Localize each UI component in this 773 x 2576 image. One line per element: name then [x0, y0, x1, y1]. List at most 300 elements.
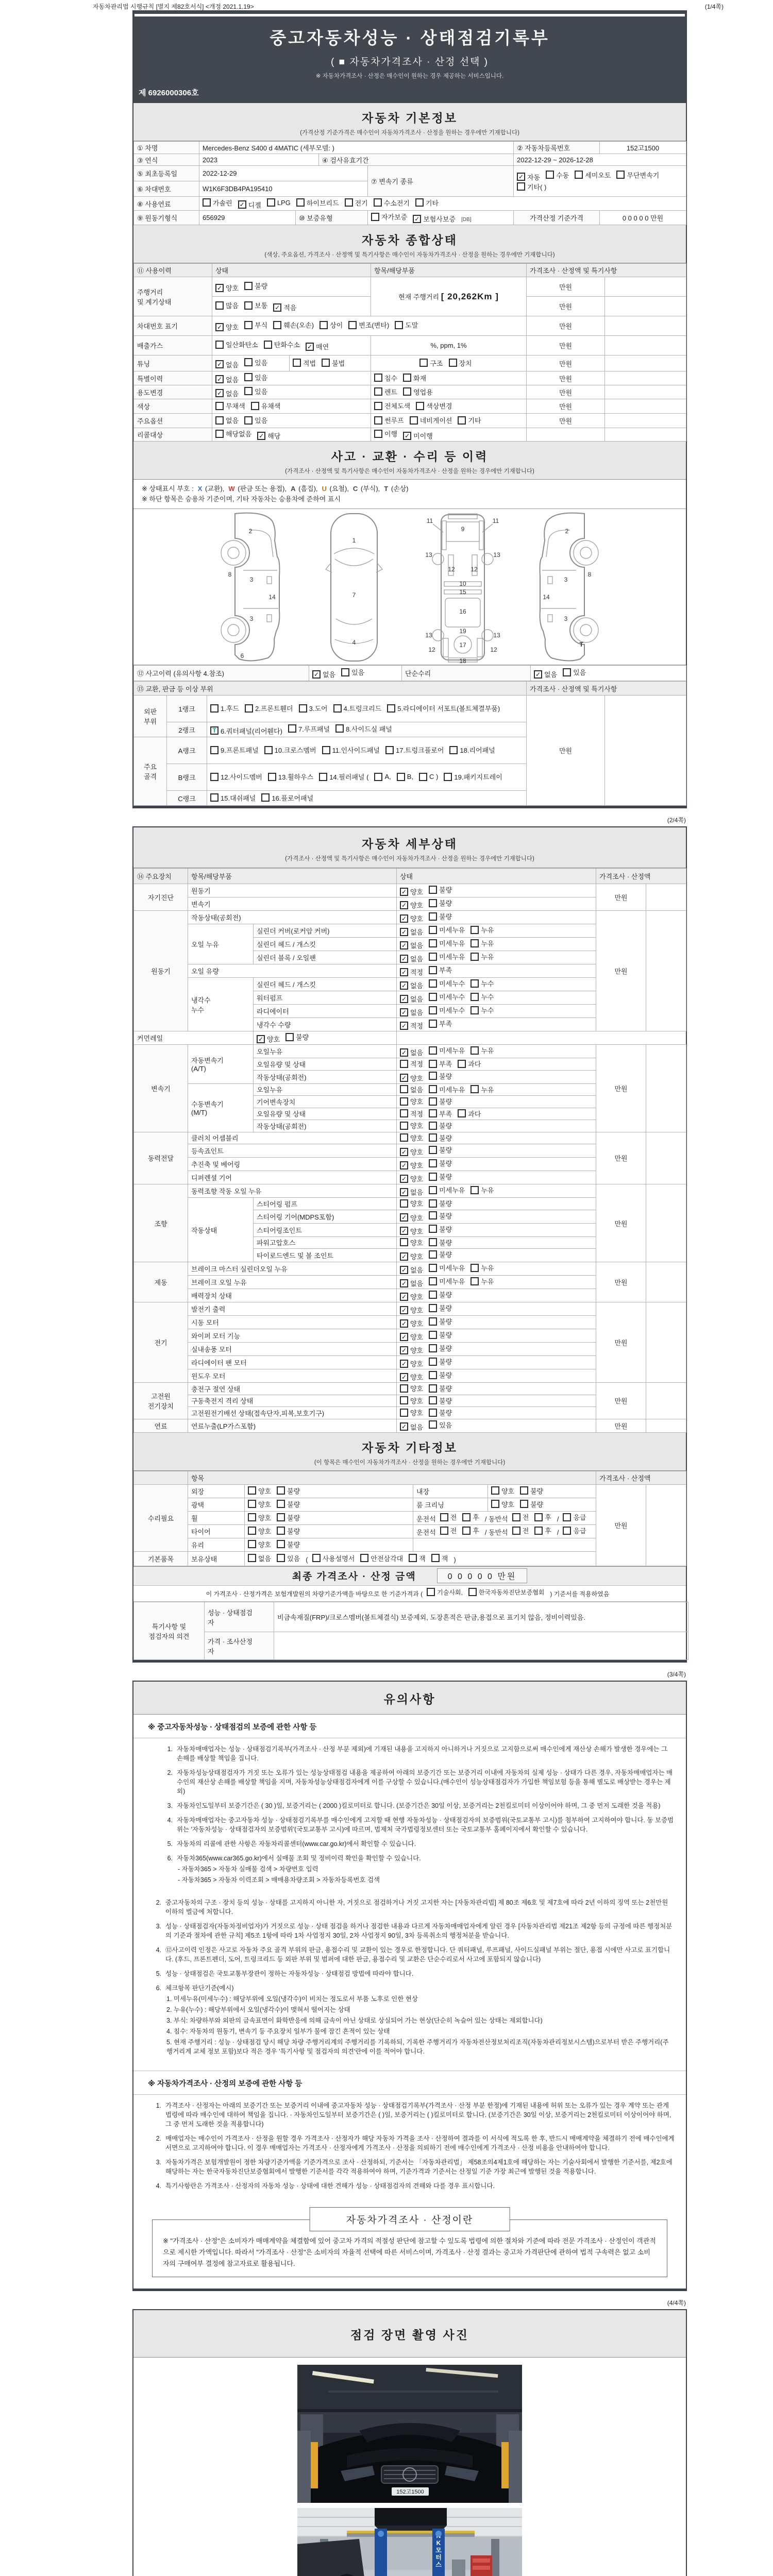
- checkbox-item: [534, 669, 557, 679]
- checkbox-icon: [429, 899, 437, 907]
- checkbox-icon: [429, 1199, 437, 1208]
- accident-table: [133, 665, 686, 681]
- section-title: 자동차 기본정보: [362, 111, 458, 125]
- table-cell: 항목/해당부품: [371, 264, 527, 277]
- table-cell: [212, 414, 371, 428]
- table-cell: 만원: [527, 385, 605, 399]
- checkbox-label: 침수: [384, 374, 398, 382]
- panel-number: 4: [352, 639, 356, 646]
- table-cell: 주행거리 및 계기상태: [134, 277, 212, 316]
- checkbox-icon: [395, 321, 403, 329]
- table-cell: 2022-12-29: [199, 166, 368, 181]
- checkbox-item: [335, 724, 392, 734]
- checkbox-label: 전기: [355, 199, 368, 207]
- checkbox-item: [415, 198, 439, 208]
- checkbox-checked-icon: ✓: [257, 432, 265, 440]
- checkbox-item: [517, 182, 546, 192]
- checkbox-checked-icon: ✓: [400, 888, 408, 896]
- table-cell: [646, 884, 686, 911]
- checkbox-item: [257, 431, 280, 440]
- checkbox-icon: [360, 1554, 368, 1562]
- checkbox-label: 불량: [439, 1122, 452, 1130]
- checkbox-icon: [322, 746, 330, 754]
- table-cell: 외판 부위: [134, 696, 167, 737]
- checkbox-icon: [215, 341, 224, 349]
- checkbox-item: [215, 283, 239, 293]
- table-cell: [646, 1184, 686, 1262]
- checkbox-item: [491, 1486, 514, 1496]
- table-cell: 152고1500: [600, 142, 686, 154]
- checkbox-item: [400, 1332, 423, 1342]
- checkbox-group: [400, 1386, 458, 1394]
- section-box-3: [132, 1681, 687, 2291]
- checkbox-label: 하이브리드: [306, 199, 339, 207]
- notice-item-number: 3.: [156, 2159, 161, 2166]
- checkbox-item: [429, 1330, 452, 1340]
- checkbox-item: [563, 1526, 586, 1535]
- checkbox-label: 무단변속기: [627, 171, 660, 179]
- checkbox-icon: [458, 416, 466, 425]
- checkbox-group: [400, 1306, 458, 1314]
- inline-text: 운전석: [416, 1528, 436, 1536]
- checkbox-group: [400, 1227, 458, 1234]
- checkbox-label: 응급: [573, 1514, 586, 1522]
- checkbox-label: 미세누유: [439, 1187, 465, 1194]
- notice-subitem: 4. 침수: 자동차의 원동기, 변속기 등 주요장치 일부가 물에 잠긴 흔적이 있는 상태: [166, 2028, 390, 2035]
- checkbox-label: 과다: [468, 1060, 481, 1068]
- checkbox-item: [429, 1357, 452, 1366]
- table-cell: [646, 1262, 686, 1302]
- section-header-photos: [133, 2310, 686, 2358]
- checkbox-item: [429, 1059, 452, 1069]
- section-subtitle: (가격산정 기준가격은 매수인이 자동차가격조사 · 산정을 원하는 경우에만 기재합니다): [300, 130, 519, 136]
- checkbox-group: [215, 375, 273, 383]
- checkbox-icon: [400, 1133, 408, 1142]
- checkbox-icon: [277, 1527, 285, 1535]
- section-subtitle: (이 항목은 매수인이 자동차가격조사 · 산정을 원하는 경우에만 기재합니다): [314, 1459, 506, 1466]
- checkbox-icon: [277, 1554, 285, 1562]
- table-cell: [397, 1223, 596, 1236]
- checkbox-label: 응급: [573, 1527, 586, 1535]
- checkbox-item: [400, 1359, 423, 1368]
- checkbox-label: 미세누유: [439, 1278, 465, 1285]
- checkbox-label: 불량: [439, 1291, 452, 1299]
- checkbox-label: 누수: [481, 980, 494, 988]
- detail-table: [133, 868, 686, 1433]
- checkbox-item: [285, 1032, 309, 1042]
- checkbox-icon: [400, 1085, 408, 1093]
- panel-number: 13: [493, 551, 500, 558]
- checkbox-group: [215, 303, 302, 311]
- checkbox-group: [248, 1502, 306, 1510]
- checkbox-icon: [429, 912, 437, 921]
- checkbox-icon: [449, 359, 457, 367]
- table-cell: 커먼레일: [134, 1031, 254, 1045]
- checkbox-label: 안전삼각대: [371, 1554, 404, 1563]
- checkbox-label: 기술사회,: [437, 1588, 463, 1596]
- inspection-photos: [133, 2358, 686, 2576]
- checkbox-item: [244, 372, 267, 382]
- checkbox-label: 많음: [226, 302, 239, 310]
- checkbox-checked-icon: ✓: [215, 323, 224, 331]
- checkbox-label: 4.트렁크리드: [343, 705, 382, 713]
- checkbox-icon: [374, 773, 382, 781]
- damage-symbol: C: [352, 485, 358, 493]
- checkbox-icon: [322, 359, 330, 367]
- checkbox-label: A,: [384, 773, 391, 781]
- checkbox-item: [400, 1238, 423, 1247]
- checkbox-label: 18.리어패널: [460, 747, 495, 755]
- checkbox-group: [400, 981, 499, 989]
- checkbox-item: [264, 340, 300, 349]
- inline-text: 이 가격조사 · 산정가격은 보험개발원의 차량기준가액을 바탕으로 한 기준가격과 (: [206, 1590, 423, 1598]
- checkbox-checked-icon: ✓: [312, 670, 321, 679]
- table-cell: [245, 1551, 596, 1566]
- panel-number: 3: [564, 576, 568, 583]
- checkbox-group: [293, 361, 350, 368]
- checkbox-label: 불량: [287, 1527, 300, 1535]
- inline-note: [DB]: [461, 216, 472, 223]
- table-cell: 브레이크 마스터 실린더오일 누유: [188, 1262, 397, 1276]
- checkbox-checked-icon: ✓: [215, 389, 224, 397]
- section-title: 자동차 종합상태: [362, 233, 458, 247]
- checkbox-group: [312, 670, 370, 678]
- table-cell: [605, 414, 686, 428]
- checkbox-group: [215, 418, 273, 426]
- page-marker-3: (3/4쪽): [667, 1671, 686, 1678]
- table-cell: [309, 666, 402, 681]
- price-survey-info-box: [152, 2215, 667, 2277]
- panel-number: 10: [459, 580, 466, 587]
- table-cell: 만원: [527, 355, 605, 371]
- basic-info-table: [133, 141, 686, 225]
- table-cell: 작동상태: [188, 1198, 254, 1262]
- checkbox-item: [462, 1512, 479, 1522]
- page-marker-4: (4/4쪽): [667, 2299, 686, 2307]
- table-row: [134, 884, 686, 897]
- table-cell: ⑫ 사고이력 (유의사항 4.참조): [134, 666, 309, 681]
- checkbox-group: [210, 748, 501, 756]
- table-cell: ⑪ 사용이력: [134, 264, 212, 277]
- table-cell: 만원: [527, 696, 605, 806]
- checkbox-label: 없음: [410, 1280, 424, 1287]
- checkbox-icon: [400, 1097, 408, 1106]
- checkbox-label: 양호: [226, 324, 239, 331]
- table-cell: 휠: [188, 1511, 245, 1524]
- checkbox-item: [273, 302, 296, 312]
- checkbox-group: [215, 323, 424, 331]
- checkbox-item: [470, 938, 494, 948]
- checkbox-item: [410, 415, 452, 425]
- table-cell: 와이퍼 모터 기능: [188, 1329, 397, 1343]
- table-cell: 가격산정 기준가격: [514, 211, 600, 225]
- checkbox-item: [429, 1249, 452, 1259]
- notice-item: [160, 1744, 675, 1763]
- damage-symbol: W: [228, 485, 235, 493]
- checkbox-item: [387, 703, 500, 713]
- checkbox-icon: [215, 402, 224, 410]
- page-marker-2: (2/4쪽): [667, 817, 686, 824]
- checkbox-icon: [429, 1186, 437, 1194]
- checkbox-icon: [248, 1554, 256, 1562]
- checkbox-icon: [244, 373, 253, 381]
- table-row: [134, 264, 686, 277]
- checkbox-icon: [277, 1486, 285, 1495]
- notice-item-text: 자동차성능상태점검자가 거짓 또는 오류가 있는 성능상태점검 내용을 제공하여 아래의 보증기간 또는 보증거리 이내에 자동차의 실제 성능 · 상태가 다른 경우, 자동차매매업자는 매수인의 재산상 손해를 배상할 책임을 지며, 자동차성능상태점검자에게 이를 구상할 수 있습니다.(매수인이 성능상태점검자가 가입한 책임보험 등을 통해 별도로 배상받는 경우는 제외): [177, 1769, 673, 1795]
- checkbox-icon: [215, 430, 224, 438]
- checkbox-label: 양호: [410, 1098, 424, 1106]
- table-cell: ⑨ 원동기형식: [134, 211, 199, 225]
- checkbox-label: 기타: [468, 417, 481, 425]
- checkbox-item: [512, 1512, 529, 1522]
- table-cell: 작동상태(공회전): [254, 1120, 397, 1132]
- checkbox-item: [400, 1251, 423, 1261]
- checkbox-icon: [400, 1122, 408, 1130]
- checkbox-item: [374, 773, 391, 781]
- table-cell: 고전원 전기장치: [134, 1383, 188, 1419]
- checkbox-label: 양호: [226, 284, 239, 292]
- checkbox-label: 불량: [287, 1514, 300, 1522]
- checkbox-label: 불량: [439, 1318, 452, 1326]
- checkbox-item: [319, 772, 368, 782]
- checkbox-label: 적정: [410, 1022, 424, 1030]
- checkbox-checked-icon: ✓: [400, 995, 408, 1003]
- notice-item-text: 자동차매매업자는 중고자동차 성능 · 상태점검기록부를 매수인에게 고지할 때 현행 자동차성능 · 상태점검자의 보증범위(국토교통부 고시)를 첨부하여 고지하여야 합니다. 동 보증범위는 '자동차성능 · 상태점검자의 보증범위'(국토교통부 고시)에 따르며, 법제처 국가법령정보센터 또는 국토교통부 홈페이지에서 확인할 수 있습니다.: [177, 1817, 674, 1833]
- checkbox-label: 불량: [439, 1331, 452, 1339]
- checkbox-label: 후: [545, 1527, 551, 1535]
- table-cell: 전기: [134, 1302, 188, 1383]
- checkbox-item: [400, 1133, 423, 1143]
- table-cell: [199, 197, 686, 211]
- checkbox-item: [429, 952, 465, 961]
- notice-item-text: 자동차의 리콜에 관한 사항은 자동차리콜센터(www.car.go.kr)에서 확인할 수 있습니다.: [177, 1840, 416, 1848]
- table-cell: [397, 1289, 596, 1302]
- checkbox-label: 적정: [410, 1060, 424, 1068]
- checkbox-group: [400, 1411, 458, 1418]
- table-row: [134, 142, 686, 154]
- table-cell: [397, 884, 596, 897]
- checkbox-item: [400, 1345, 423, 1355]
- checkbox-icon: [429, 1109, 437, 1117]
- checkbox-label: 양호: [410, 1347, 424, 1354]
- checkbox-icon: [210, 773, 219, 781]
- checkbox-checked-icon: ✓: [400, 955, 408, 963]
- panel-number: 12: [470, 566, 478, 573]
- table-cell: [605, 385, 686, 399]
- checkbox-checked-icon: ✓: [400, 1373, 408, 1381]
- checkbox-icon: [470, 979, 479, 988]
- table-cell: [212, 385, 371, 399]
- table-row: [134, 869, 686, 884]
- checkbox-label: 양호: [410, 1360, 424, 1368]
- notice-item-number: 4.: [167, 1817, 173, 1824]
- table-cell: [274, 1632, 688, 1660]
- table-cell: [646, 1419, 686, 1432]
- table-cell: [646, 1132, 686, 1184]
- table-cell: 실린더 헤드 / 개스킷: [254, 978, 397, 991]
- table-cell: [290, 355, 371, 371]
- table-row: [134, 277, 686, 297]
- table-cell: [397, 1369, 596, 1383]
- section-title: 사고 · 교환 · 수리 등 이력: [331, 450, 489, 463]
- checkbox-label: 없음: [226, 361, 239, 369]
- checkbox-item: [400, 1187, 423, 1197]
- table-cell: [397, 1158, 596, 1171]
- checkbox-group: [215, 432, 286, 439]
- table-cell: 변속기: [188, 897, 397, 911]
- checkbox-label: 장치: [459, 359, 472, 367]
- inline-text: /: [557, 1528, 559, 1536]
- checkbox-icon: [563, 1527, 571, 1535]
- table-row: [134, 385, 686, 399]
- table-row: [134, 154, 686, 166]
- table-cell: [207, 791, 527, 806]
- checkbox-group: [248, 1542, 306, 1550]
- table-cell: [605, 297, 686, 316]
- price-survey-option: ( ■ 자동차가격조사 · 산정 선택 ): [330, 57, 489, 67]
- panel-rank-table: [133, 681, 686, 806]
- checkbox-label: 16.플로어패널: [272, 794, 314, 802]
- checkbox-label: 미세누수: [439, 1007, 465, 1014]
- checkbox-item: [429, 1185, 465, 1195]
- checkbox-item: [400, 1396, 423, 1405]
- checkbox-icon: [277, 1500, 285, 1508]
- table-cell: 오일누유: [254, 1045, 397, 1058]
- checkbox-label: 양호: [410, 1374, 424, 1381]
- checkbox-item: [374, 415, 404, 425]
- checkbox-label: 불량: [287, 1487, 300, 1495]
- table-row: [134, 1383, 686, 1395]
- checkbox-icon: [374, 374, 382, 382]
- checkbox-label: 미세누유: [439, 1264, 465, 1272]
- table-cell: [397, 1302, 596, 1316]
- checkbox-icon: [512, 1527, 520, 1535]
- checkbox-group: [400, 995, 499, 1003]
- table-row: [134, 1632, 688, 1660]
- panel-number: 13: [493, 632, 500, 639]
- inspector-opinion-table: [133, 1602, 686, 1660]
- notice-section-b: ※ 자동차가격조사 · 산정의 보증에 관한 사항 등: [133, 2071, 686, 2095]
- table-cell: 만원: [527, 414, 605, 428]
- table-cell: 주요 골격: [134, 737, 167, 806]
- table-row: [134, 166, 686, 181]
- checkbox-label: 양호: [258, 1500, 272, 1509]
- table-cell: 만원: [527, 277, 605, 297]
- table-cell: B랭크: [167, 764, 207, 791]
- checkbox-icon: [400, 1238, 408, 1246]
- checkbox-icon: [534, 1513, 543, 1521]
- checkbox-icon: [203, 198, 211, 207]
- checkbox-label: 불량: [530, 1500, 544, 1509]
- checkbox-item: [215, 300, 239, 310]
- checkbox-checked-icon: ✓: [400, 981, 408, 990]
- checkbox-checked-icon: ✓: [403, 432, 411, 440]
- info-box-title: 자동차가격조사 · 산정이란: [310, 2207, 510, 2231]
- final-price-band: [133, 1566, 686, 1586]
- checkbox-icon: [397, 773, 405, 781]
- checkbox-label: 수소전기: [383, 199, 410, 207]
- table-cell: [207, 696, 527, 722]
- checkbox-icon: [534, 1527, 543, 1535]
- checkbox-label: 누수: [481, 1007, 494, 1014]
- checkbox-checked-icon: ✓: [400, 914, 408, 923]
- table-cell: 클러치 어셈블리: [188, 1132, 397, 1144]
- section-header-basic: [133, 103, 686, 141]
- page-marker-1: (1/4쪽): [704, 3, 724, 10]
- checkbox-label: 없음: [323, 671, 336, 679]
- checkbox-group: [400, 1074, 458, 1081]
- checkbox-label: 없음: [410, 1009, 424, 1016]
- checkbox-item: [400, 1422, 423, 1432]
- table-cell: 가격조사 · 산정액 및 특기사항: [527, 264, 686, 277]
- checkbox-item: [261, 793, 313, 803]
- checkbox-item: [470, 978, 494, 988]
- checkbox-item: [419, 358, 443, 368]
- table-cell: [371, 355, 527, 371]
- checkbox-checked-icon: ✓: [400, 1148, 408, 1156]
- checkbox-label: 미세누수: [439, 993, 465, 1001]
- table-cell: [397, 951, 596, 964]
- checkbox-group: [400, 1148, 458, 1156]
- notice-item-text: 성능 · 상태점검은 국토교통부장관이 정하는 자동차성능 · 상태점검 방법에 따라야 합니다.: [165, 1970, 414, 1977]
- table-cell: 워터펌프: [254, 991, 397, 1005]
- table-cell: %, ppm, 1%: [371, 336, 527, 355]
- checkbox-label: 한국자동차진단보증협회: [478, 1588, 545, 1596]
- checkbox-item: [400, 1059, 423, 1069]
- checkbox-icon: [429, 1159, 437, 1167]
- checkbox-checked-icon: ✓: [400, 1227, 408, 1235]
- table-cell: [212, 399, 371, 414]
- checkbox-label: 불법: [332, 359, 345, 367]
- checkbox-icon: [333, 704, 342, 713]
- checkbox-icon: [470, 926, 479, 934]
- table-cell: 외장: [188, 1484, 245, 1498]
- table-cell: [397, 1171, 596, 1184]
- table-cell: [397, 1184, 596, 1198]
- checkbox-item: [215, 340, 258, 349]
- title-header: [133, 11, 686, 103]
- checkbox-label: 누유: [481, 1264, 494, 1272]
- checkbox-group: [400, 1252, 458, 1260]
- table-cell: 만원: [596, 884, 646, 911]
- table-cell: [371, 399, 527, 414]
- checkbox-label: 해당: [267, 432, 281, 440]
- table-cell: [368, 211, 514, 225]
- table-cell: 오일유량 및 상태: [254, 1108, 397, 1120]
- table-cell: [397, 1018, 596, 1031]
- checkbox-item: [400, 1121, 423, 1130]
- checkbox-item: [458, 1059, 481, 1069]
- checkbox-label: 양호: [410, 1253, 424, 1261]
- table-cell: 자기진단: [134, 884, 188, 911]
- checkbox-icon: [348, 321, 357, 329]
- table-cell: ④ 검사유효기간: [319, 154, 514, 166]
- inline-text: (: [306, 1556, 308, 1564]
- checkbox-icon: [512, 1513, 520, 1521]
- checkbox-item: [449, 745, 495, 755]
- accident-history-row: [133, 665, 686, 681]
- checkbox-icon: [410, 416, 418, 425]
- checkbox-item: [400, 1109, 423, 1118]
- table-cell: [245, 1538, 413, 1551]
- section-box-2: [132, 826, 687, 1663]
- checkbox-item: [400, 1213, 423, 1223]
- checkbox-item: [470, 1276, 494, 1286]
- checkbox-label: 전체도색: [384, 402, 411, 411]
- panel-number: 3: [249, 615, 254, 622]
- panel-number: 15: [459, 588, 466, 596]
- table-row: [134, 399, 686, 414]
